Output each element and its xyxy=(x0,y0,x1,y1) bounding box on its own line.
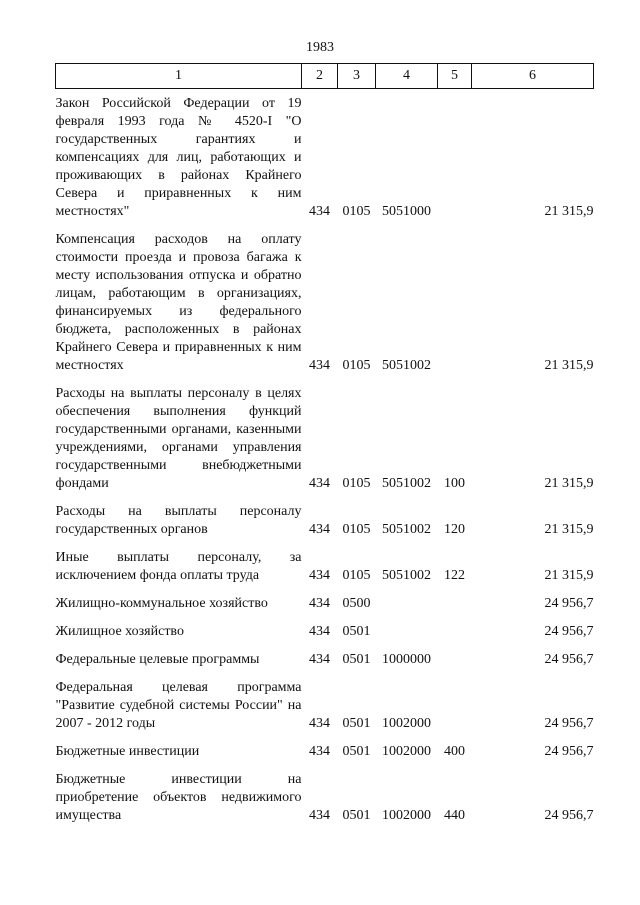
row-name: Бюджетные инвестиции xyxy=(55,744,200,759)
row-expense-type xyxy=(438,585,472,613)
row-target-code: 5051000 xyxy=(382,204,431,219)
row-expense-type: 400 xyxy=(444,744,465,759)
row-target-code xyxy=(376,585,438,613)
row-target-code xyxy=(376,613,438,641)
row-target-code: 1002000 xyxy=(382,808,431,823)
budget-table xyxy=(55,63,594,825)
row-sum: 24 956,7 xyxy=(544,808,594,823)
table-row xyxy=(56,669,594,733)
row-admin-code: 434 xyxy=(309,744,330,759)
row-sum: 24 956,7 xyxy=(544,624,594,639)
row-sum: 21 315,9 xyxy=(544,204,594,219)
row-sum: 24 956,7 xyxy=(544,652,594,667)
row-name: Компенсация расходов на оплату стоимости проезда и провоза багажа к месту использования отпуска и обратно лицам, работающим в организациях, финансируемых из федерального бюджета, расположенных в районах Крайнего Севера и приравненных к ним местностях xyxy=(55,232,302,373)
row-target-code: 1002000 xyxy=(382,744,431,759)
row-expense-type: 100 xyxy=(444,476,465,491)
table-row xyxy=(56,613,594,641)
row-target-code: 5051002 xyxy=(382,476,431,491)
row-section-code: 0105 xyxy=(342,476,371,491)
row-expense-type: 120 xyxy=(444,522,465,537)
row-sum: 24 956,7 xyxy=(544,716,594,731)
row-section-code: 0105 xyxy=(342,568,371,583)
row-section-code: 0501 xyxy=(342,652,371,667)
table-row xyxy=(56,375,594,493)
row-name: Закон Российской Федерации от 19 февраля 1993 года № 4520-I "О государственных гарантиях и компенсациях для лиц, работающих и проживающих в районах Крайнего Севера и приравненных к ним местностях" xyxy=(55,96,302,219)
row-name: Расходы на выплаты персоналу в целях обеспечения выполнения функций государственными органами, казенными учреждениями, органами управления государственными внебюджетными фондами xyxy=(55,386,302,491)
column-header-6: 6 xyxy=(472,64,594,89)
row-target-code: 5051002 xyxy=(382,522,431,537)
row-name: Иные выплаты персоналу, за исключением фонда оплаты труда xyxy=(55,550,302,583)
row-expense-type: 440 xyxy=(444,808,465,823)
page-number: 1983 xyxy=(306,40,334,55)
row-admin-code: 434 xyxy=(309,522,330,537)
table-row xyxy=(56,585,594,613)
row-admin-code: 434 xyxy=(309,596,330,611)
row-admin-code: 434 xyxy=(309,652,330,667)
row-expense-type xyxy=(438,613,472,641)
table-row xyxy=(56,221,594,375)
row-sum: 21 315,9 xyxy=(544,358,594,373)
column-header-1: 1 xyxy=(56,64,302,89)
row-name: Федеральные целевые программы xyxy=(55,652,260,667)
row-admin-code: 434 xyxy=(309,716,330,731)
table-row xyxy=(56,761,594,825)
row-section-code: 0501 xyxy=(342,808,371,823)
row-name: Федеральная целевая программа "Развитие судебной системы России" на 2007 - 2012 годы xyxy=(55,680,302,731)
row-section-code: 0105 xyxy=(342,358,371,373)
table-row xyxy=(56,539,594,585)
row-sum: 21 315,9 xyxy=(544,568,594,583)
row-name: Жилищное хозяйство xyxy=(55,624,184,639)
row-sum: 21 315,9 xyxy=(544,522,594,537)
row-expense-type xyxy=(438,641,472,669)
row-section-code: 0501 xyxy=(342,744,371,759)
row-admin-code: 434 xyxy=(309,568,330,583)
table-header xyxy=(56,64,594,89)
row-target-code: 1000000 xyxy=(382,652,431,667)
row-section-code: 0105 xyxy=(342,204,371,219)
column-header-5: 5 xyxy=(438,64,472,89)
row-section-code: 0500 xyxy=(342,596,371,611)
row-expense-type xyxy=(438,89,472,222)
table-body xyxy=(56,89,594,826)
row-sum: 21 315,9 xyxy=(544,476,594,491)
row-admin-code: 434 xyxy=(309,808,330,823)
row-target-code: 1002000 xyxy=(382,716,431,731)
row-admin-code: 434 xyxy=(309,358,330,373)
row-sum: 24 956,7 xyxy=(544,744,594,759)
row-section-code: 0105 xyxy=(342,522,371,537)
row-expense-type: 122 xyxy=(444,568,465,583)
table-row xyxy=(56,733,594,761)
row-target-code: 5051002 xyxy=(382,358,431,373)
row-admin-code: 434 xyxy=(309,624,330,639)
row-admin-code: 434 xyxy=(309,204,330,219)
column-header-3: 3 xyxy=(338,64,376,89)
row-target-code: 5051002 xyxy=(382,568,431,583)
column-header-4: 4 xyxy=(376,64,438,89)
row-expense-type xyxy=(438,221,472,375)
header-row xyxy=(56,64,594,89)
table-row xyxy=(56,89,594,222)
row-section-code: 0501 xyxy=(342,624,371,639)
row-name: Бюджетные инвестиции на приобретение объектов недвижимого имущества xyxy=(55,772,302,823)
column-header-2: 2 xyxy=(302,64,338,89)
row-expense-type xyxy=(438,669,472,733)
row-section-code: 0501 xyxy=(342,716,371,731)
row-admin-code: 434 xyxy=(309,476,330,491)
row-sum: 24 956,7 xyxy=(544,596,594,611)
table-row xyxy=(56,493,594,539)
table-row xyxy=(56,641,594,669)
row-name: Расходы на выплаты персоналу государственных органов xyxy=(55,504,302,537)
row-name: Жилищно-коммунальное хозяйство xyxy=(55,596,268,611)
